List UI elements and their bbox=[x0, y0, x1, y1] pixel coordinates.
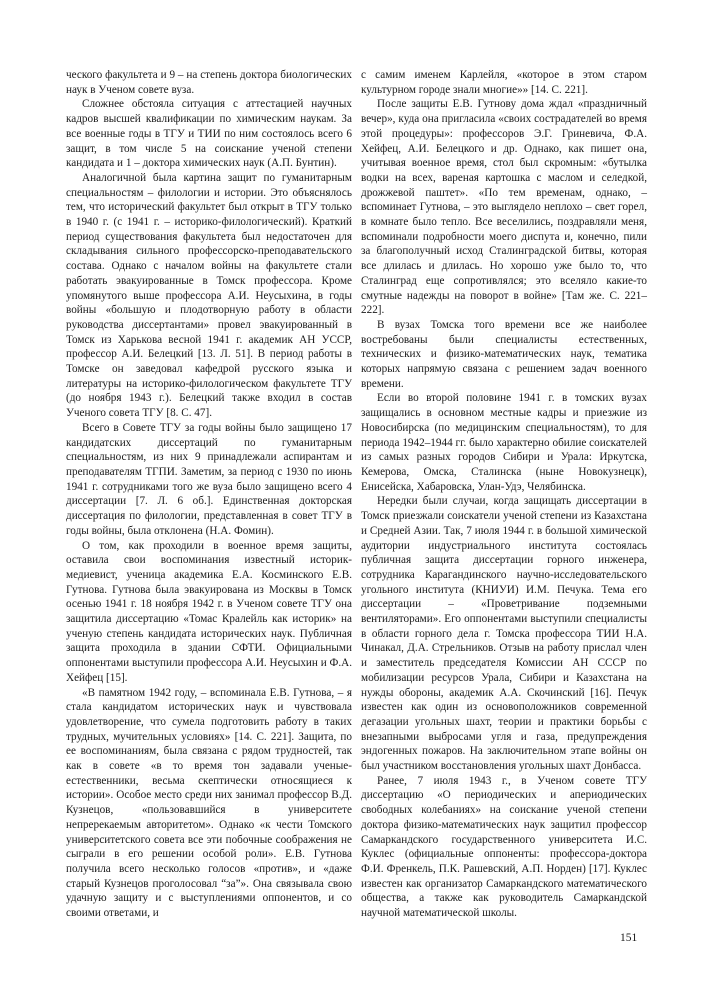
left-column bbox=[66, 68, 352, 921]
paragraph: Нередки были случаи, когда защищать диссертации в Томск приезжали соискатели ученой степени из Казахстана и Средней Азии. Так, 7 июля 1944 г. в большой химической аудитории индустриального института состоялась публичная защита диссертации горного инженера, сотрудника Карагандинского научно-исследовательского угольного института (КНИУИ) И.М. Печука. Тема его диссертации – «Проветривание подземными вентиляторами». Его оппонентами выступили специалисты в области горного дела г. Томска профессора ТИИ Н.А. Чинакал, Д.А. Стрельников. Отзыв на работу прислал член и заместитель председателя Комиссии АН СССР по мобилизации ресурсов Урала, Сибири и Казахстана на нужды обороны, академик А.А. Скочинский [16]. Печук известен как один из основоположников современной дегазации угольных шахт, теории и практики борьбы с внезапными выбросами угля и газа, предупреждения эндогенных пожаров. На заключительном этапе войны он был участником восстановления угольных шахт Донбасса. bbox=[361, 495, 647, 773]
paragraph: Всего в Совете ТГУ за годы войны было защищено 17 кандидатских диссертаций по гуманитарным специальностям, из них 9 принадлежали аспирантам и преподавателям ТГПИ. Заметим, за период с 1930 по июнь 1941 г. сотрудниками того же вуза было защищено всего 4 диссертации [7. Л. 6 об.]. Единственная докторская диссертация по филологии, представленная в совет ТГУ в годы войны, была отклонена (Н.А. Фомин). bbox=[66, 421, 352, 537]
right-column bbox=[361, 68, 647, 921]
page-number: 151 bbox=[620, 932, 638, 944]
paragraph: В вузах Томска того времени все же наиболее востребованы были специалисты естественных, технических и физико-математических наук, тематика которых напрямую связана с решением задач военного времени. bbox=[361, 318, 647, 390]
paragraph: с самим именем Карлейля, «которое в этом старом культурном городе знали многие»» [14. С. 221]. bbox=[361, 69, 647, 96]
paragraph: Ранее, 7 июля 1943 г., в Ученом совете ТГУ диссертацию «О периодических и апериодических свободных колебаниях» на соискание ученой степени доктора физико-математических наук защитил профессор Самаркандского государственного университета И.С. Куклес (официальные оппоненты: профессора-доктора Ф.И. Френкель, П.К. Рашевский, А.П. Норден) [17]. Куклес известен как организатор Самаркандского математического общества, а также как руководитель Самаркандской научной математической школы. bbox=[361, 774, 647, 920]
paragraph: Аналогичной была картина защит по гуманитарным специальностям – филологии и истории. Это объяснялось тем, что исторический факультет был открыт в ТГУ только в 1940 г. (с 1941 г. – историко-филологический). Краткий период существования факультета был недостаточен для складывания сильного профессорско-преподавательского состава. Однако с началом войны на факультете стали работать эвакуированные в Томск профессора. Кроме упомянутого выше профессора А.И. Неусыхина, в годы войны «большую и плодотворную работу в области руководства диссертантами» провел эвакуированный в Томск из Харькова весной 1941 г. академик АН УССР, профессор А.И. Белецкий [13. Л. 51]. В период работы в Томске он заведовал кафедрой русского языка и литературы на историко-филологическом факультете ТГУ (до ноября 1943 г.). Белецкий также входил в состав Ученого совета ТГУ [8. С. 47]. bbox=[66, 171, 352, 420]
paragraph: Если во второй половине 1941 г. в томских вузах защищались в основном местные кадры и приезжие из Новосибирска (по медицинским специальностям), то для периода 1942–1944 гг. было характерно обилие соискателей из самых разных городов Сибири и Урала: Иркутска, Кемерова, Омска, Сталинска (ныне Новокузнецк), Енисейска, Хабаровска, Улан-Удэ, Челябинска. bbox=[361, 392, 647, 493]
paragraph: «В памятном 1942 году, – вспоминала Е.В. Гутнова, – я стала кандидатом исторических наук и чувствовала удовлетворение, что сумела подготовить работу в таких трудных, мучительных условиях» [14. С. 221]. Защита, по ее воспоминаниям, была связана с рядом трудностей, так как в совете «в то время тон задавали ученые-естественники, весьма скептически относящиеся к истории». Особое место среди них занимал профессор В.Д. Кузнецов, «пользовавшийся в университете непререкаемым авторитетом». Однако «к чести Томского университетского совета все эти побочные соображения не сыграли в его решении особой роли». Е.В. Гутнова получила всего несколько голосов «против», и «даже старый Кузнецов проголосовал “за”». Она связывала свою удачную защиту и с выступлениями оппонентов, и со своими ответами, и bbox=[66, 686, 352, 920]
paragraph: После защиты Е.В. Гутнову дома ждал «праздничный вечер», куда она пригласила «своих сострадателей во время этой процедуры»: профессоров Э.Г. Гриневича, Ф.А. Хейфец, А.И. Белецкого и др. Однако, как пишет она, учитывая военное время, стол был скромным: «бутылка водки на всех, вареная картошка с маслом и селедкой, дрожжевой паштет». «По тем временам, однако, – вспоминает Гутнова, – это выглядело неплохо – свет горел, в комнате было тепло. Все веселились, поздравляли меня, вспоминали подробности моего диспута и, конечно, пили за благополучный исход Сталинградской битвы, которая все длилась и длилась. Но хорошо уже было то, что Сталинград еще сопротивлялся; это вселяло какие-то смутные надежды на поворот в войне» [Там же. С. 221–222]. bbox=[361, 98, 647, 317]
paragraph: О том, как проходили в военное время защиты, оставила свои воспоминания известный историк-медиевист, ученица академика Е.А. Косминского Е.В. Гутнова. Гутнова была эвакуирована из Москвы в Томск осенью 1941 г. 18 ноября 1942 г. в Ученом совете ТГУ она защитила диссертацию «Томас Кралейль как историк» на ученую степень кандидата исторических наук. Публичная защита проходила в здании СФТИ. Официальными оппонентами выступили профессора А.И. Неусыхин и Ф.А. Хейфец [15]. bbox=[66, 539, 352, 684]
paragraph: ческого факультета и 9 – на степень доктора биологических наук в Ученом совете вуза. bbox=[66, 69, 352, 96]
paragraph: Сложнее обстояла ситуация с аттестацией научных кадров высшей квалификации по химическим наукам. За все военные годы в ТГУ и ТИИ по ним состоялось всего 6 защит, в том числе 5 на соискание ученой степени кандидата и 1 – доктора химических наук (А.П. Бунтин). bbox=[66, 98, 352, 170]
